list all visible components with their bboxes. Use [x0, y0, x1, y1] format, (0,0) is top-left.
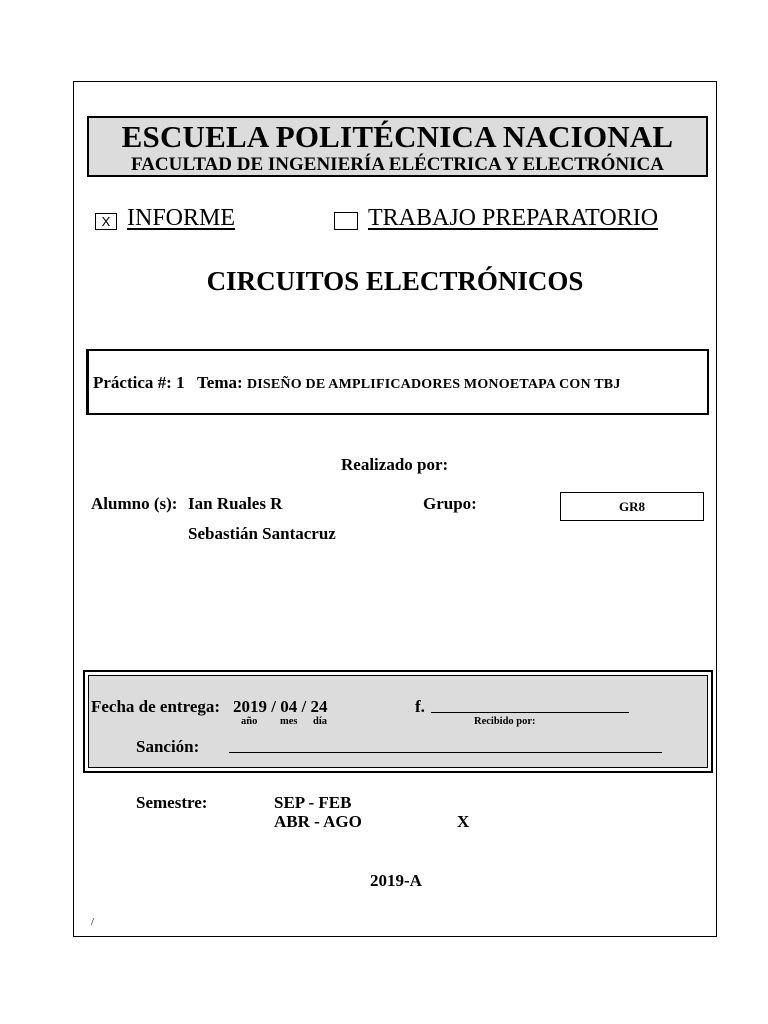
- subject-title: CIRCUITOS ELECTRÓNICOS: [206, 266, 584, 296]
- student-1: Ian Ruales R: [188, 494, 283, 513]
- semester-option-abr-ago: ABR - AGO: [274, 812, 362, 831]
- sanction-label: Sanción:: [136, 737, 200, 756]
- signature-line[interactable]: [431, 698, 629, 713]
- practice-number: Práctica #: 1: [93, 373, 185, 392]
- delivery-box: [83, 670, 713, 773]
- footer-mark: /: [91, 916, 95, 928]
- header-box: [87, 116, 708, 177]
- practice-box: [86, 349, 709, 415]
- group-label: Grupo:: [423, 494, 477, 513]
- trabajo-preparatorio-label: TRABAJO PREPARATORIO: [368, 205, 659, 231]
- tema-title: DISEÑO DE AMPLIFICADORES MONOETAPA CON TBJ: [246, 377, 621, 392]
- informe-label: INFORME: [127, 205, 236, 231]
- tema-label: Tema:: [197, 373, 243, 392]
- trabajo-preparatorio-checkbox[interactable]: [334, 212, 358, 230]
- semester-label: Semestre:: [136, 793, 208, 812]
- signature-label: f.: [415, 697, 425, 716]
- delivery-date-label: Fecha de entrega:: [91, 697, 221, 716]
- practice-line: [93, 373, 621, 393]
- period: 2019-A: [370, 871, 422, 890]
- student-2: Sebastián Santacruz: [188, 524, 336, 543]
- semester-option-sep-feb: SEP - FEB: [274, 793, 352, 812]
- delivery-date-value: 2019 / 04 / 24: [233, 697, 328, 716]
- date-day-caption: día: [313, 716, 328, 727]
- informe-checkbox[interactable]: X: [95, 213, 117, 230]
- school-name: ESCUELA POLITÉCNICA NACIONAL: [121, 119, 674, 154]
- date-year-caption: año: [241, 716, 258, 727]
- students-label: Alumno (s):: [91, 494, 178, 513]
- semester-selected-mark: X: [457, 812, 470, 831]
- date-month-caption: mes: [280, 716, 298, 727]
- received-by-caption: Recibido por:: [474, 716, 536, 727]
- sanction-line[interactable]: [229, 738, 662, 753]
- faculty-name: FACULTAD DE INGENIERÍA ELÉCTRICA Y ELECTRÓNICA: [131, 154, 664, 175]
- authors-heading: Realizado por:: [341, 455, 449, 474]
- group-value: GR8: [560, 492, 704, 521]
